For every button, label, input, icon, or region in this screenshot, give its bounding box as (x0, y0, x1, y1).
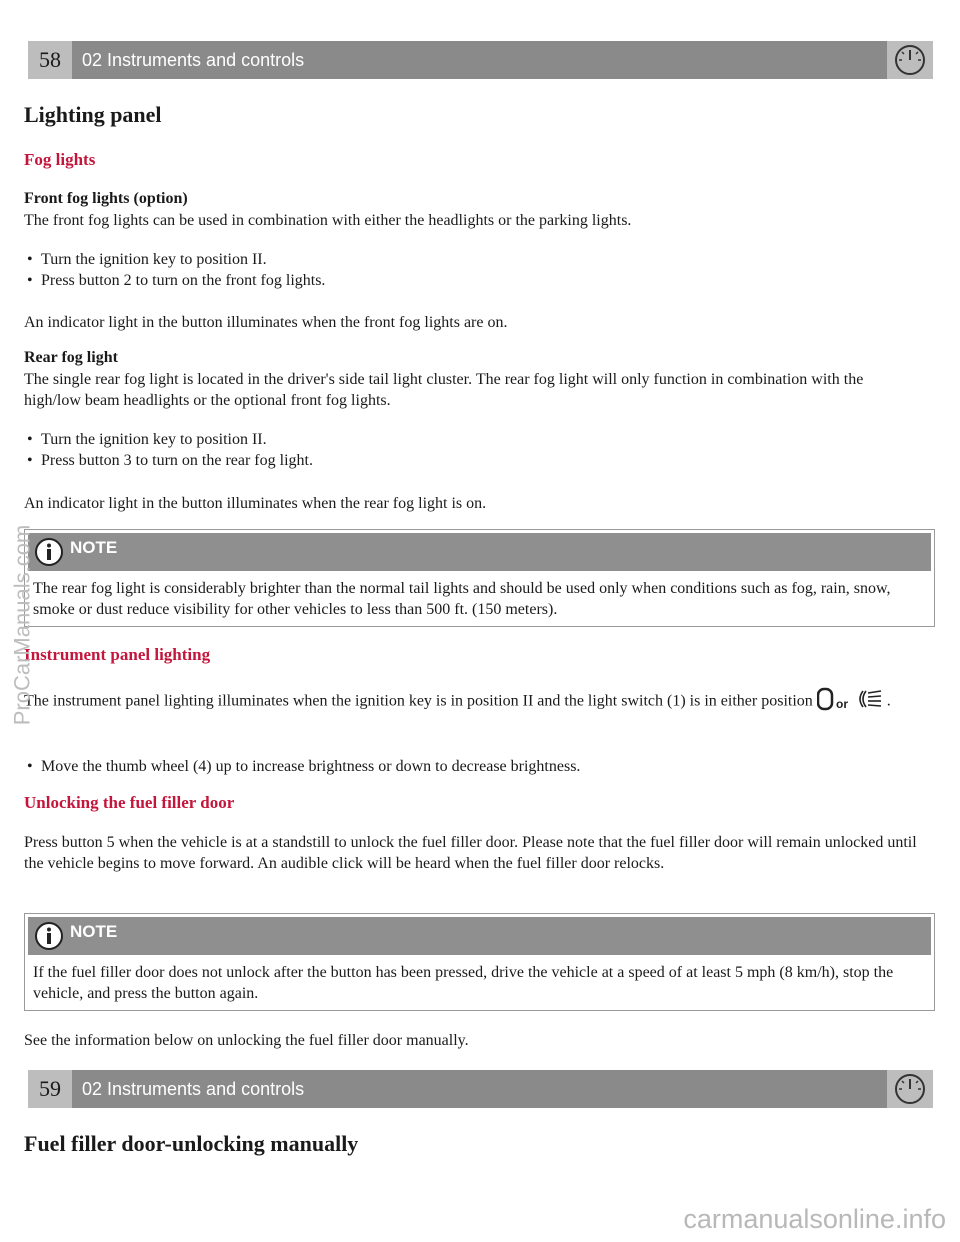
section-title: Lighting panel (24, 102, 162, 127)
gauge-icon (887, 41, 933, 79)
list-item: • Turn the ignition key to position II. (27, 251, 267, 268)
instrument-lighting-heading: Instrument panel lighting (24, 645, 211, 664)
gauge-icon (887, 1070, 933, 1108)
note-box (24, 913, 935, 1011)
chapter-title: 02 Instruments and controls (82, 1078, 305, 1099)
rear-fog-text: The single rear fog light is located in the driver's side tail light cluster. The rear fog light will only function in combination with the high/low beam headlights or the optional front fog lights. (24, 371, 864, 409)
section-title: Fuel filler door-unlocking manually (24, 1131, 359, 1156)
list-item: • Move the thumb wheel (4) up to increase brightness or down to decrease brightness. (27, 758, 581, 775)
note-label: NOTE (70, 538, 118, 557)
info-icon (32, 919, 66, 953)
list-item: • Turn the ignition key to position II. (27, 431, 267, 448)
see-info-text: See the information below on unlocking the fuel filler door manually. (24, 1032, 469, 1049)
bottom-watermark: carmanualsonline.info (683, 1204, 946, 1234)
rear-fog-heading: Rear fog light (24, 349, 118, 366)
note-label: NOTE (70, 922, 118, 941)
note-box (24, 529, 935, 627)
fuel-door-text: Press button 5 when the vehicle is at a standstill to unlock the fuel filler door. Please note that the fuel filler door will remain unlocked until the vehicle begins to move forward. An audible click will be heard when the fuel filler door relocks. (24, 834, 917, 872)
chapter-title: 02 Instruments and controls (82, 49, 305, 70)
page-number: 58 (28, 41, 72, 79)
list-item: • Press button 3 to turn on the rear fog light. (27, 452, 313, 469)
front-fog-indicator: An indicator light in the button illuminates when the front fog lights are on. (24, 314, 508, 331)
light-switch-positions (817, 685, 887, 719)
svg-text:or: or (835, 697, 848, 711)
rear-fog-indicator: An indicator light in the button illuminates when the rear fog light is on. (24, 495, 487, 512)
page-header (28, 1070, 933, 1108)
note-header (28, 533, 931, 571)
front-fog-heading: Front fog lights (option) (24, 190, 188, 207)
side-watermark: ProCarManuals.com (9, 524, 35, 726)
headlight-position-icon (817, 685, 887, 713)
fuel-door-heading: Unlocking the fuel filler door (24, 793, 235, 812)
note-text: If the fuel filler door does not unlock after the button has been pressed, drive the vehicle at a speed of at least 5 mph (8 km/h), stop the vehicle, and press the button again. (33, 964, 894, 1002)
page-header (28, 41, 933, 79)
fog-lights-heading: Fog lights (24, 150, 96, 169)
list-item: • Press button 2 to turn on the front fog lights. (27, 272, 326, 289)
page-number: 59 (28, 1070, 72, 1108)
instrument-lighting-text: The instrument panel lighting illuminates when the ignition key is in position II and the light switch (1) is in either position or . (24, 685, 924, 719)
note-text: The rear fog light is considerably brighter than the normal tail lights and should be used only when conditions such as fog, rain, snow, smoke or dust reduce visibility for other vehicles to less than 500 ft. (150 meters). (33, 580, 891, 618)
front-fog-text: The front fog lights can be used in combination with either the headlights or the parking lights. (24, 212, 632, 229)
note-header (28, 917, 931, 955)
